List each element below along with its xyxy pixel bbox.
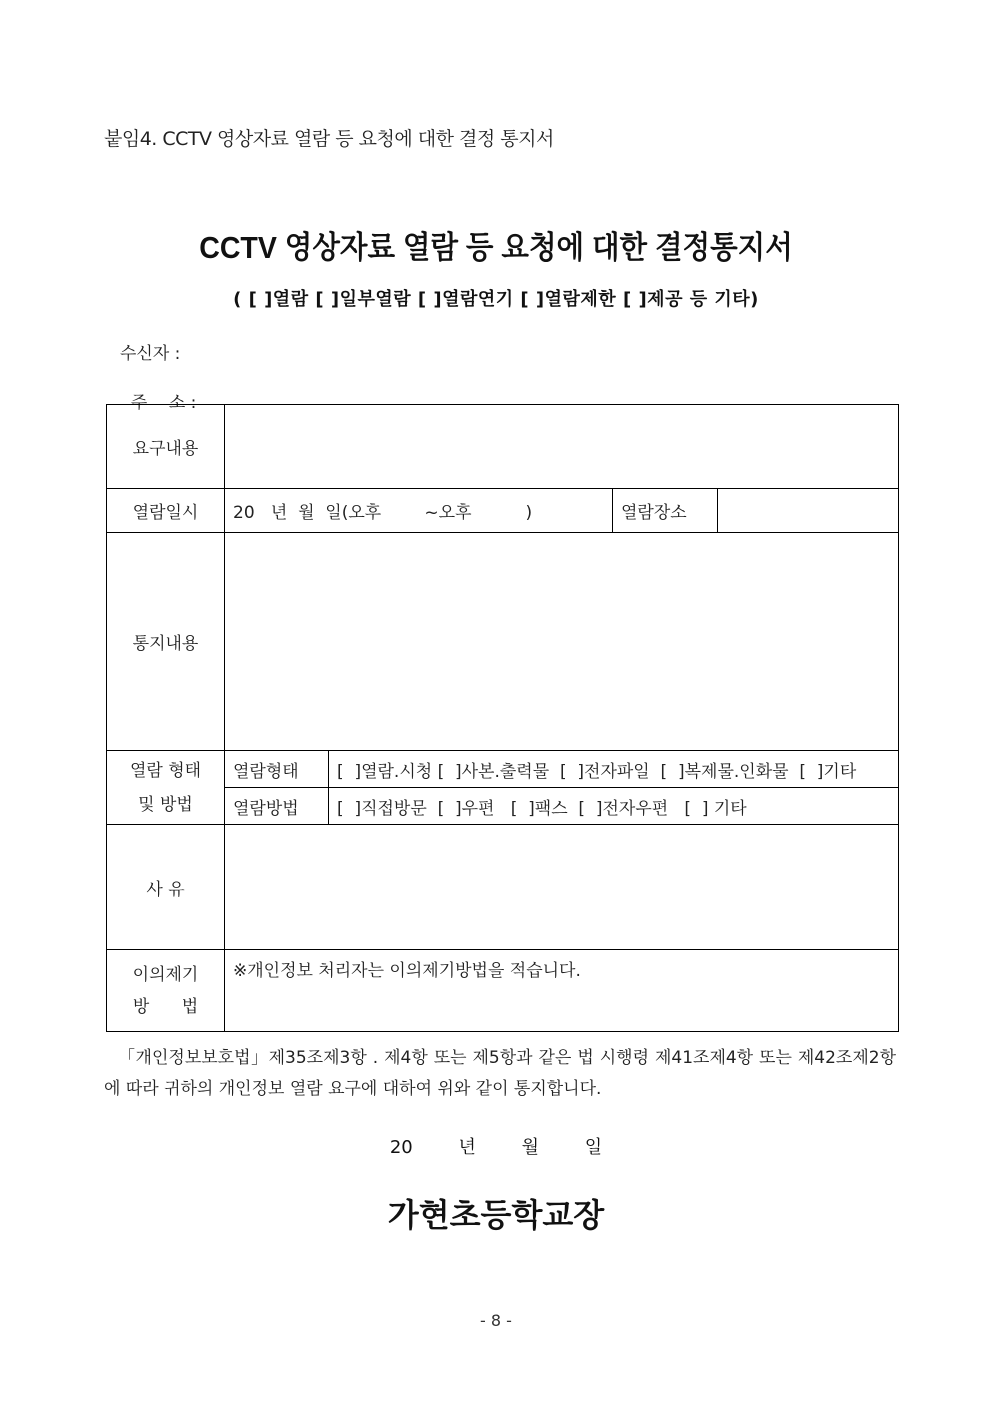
row-request [107,405,899,489]
objection-label [107,950,225,1032]
datetime-label: 열람일시 [107,489,225,533]
datetime-value[interactable]: 20 년 월 일(오후 ~오후 ) [225,489,613,533]
row-form [107,751,899,788]
row-reason [107,825,899,950]
method-options[interactable]: [ ]직접방문 [ ]우편 [ ]팩스 [ ]전자우편 [ ] 기타 [329,788,899,825]
row-notice-content [107,533,899,751]
request-value[interactable] [225,405,899,489]
address-label: 주 소 : [130,393,197,413]
document-title: CCTV 영상자료 열람 등 요청에 대한 결정통지서 [199,230,793,265]
row-datetime [107,489,899,533]
form-method-label-line2: 및 방법 [138,794,193,815]
objection-value[interactable]: ※개인정보 처리자는 이의제기방법을 적습니다. [225,950,899,1032]
notice-content-value[interactable] [225,533,899,751]
objection-label-line1: 이의제기 [132,964,199,985]
place-value[interactable] [718,489,899,533]
request-label: 요구내용 [107,405,225,489]
place-label: 열람장소 [613,489,718,533]
recipient-label: 수신자 : [120,344,181,364]
notice-content-label: 통지내용 [107,533,225,751]
page-number: - 8 - [480,1311,512,1330]
form-options[interactable]: [ ]열람.시청 [ ]사본.출력물 [ ]전자파일 [ ]복제물.인화물 [ ]기타 [329,751,899,788]
attachment-heading: 붙임4. CCTV 영상자료 열람 등 요청에 대한 결정 통지서 [104,128,554,150]
date-year-unit: 년 [458,1137,476,1158]
recipient-line [120,339,180,364]
reason-value[interactable] [225,825,899,950]
date-year[interactable]: 20 [389,1137,413,1158]
row-objection [107,950,899,1032]
legal-basis-paragraph: 「개인정보보호법」제35조제3항 . 제4항 또는 제5항과 같은 법 시행령 제41조제4항 또는 제42조제2항에 따라 귀하의 개인정보 열람 요구에 대하여 위와 같이 통지합니다. [104,1048,896,1099]
decision-type-checkboxes[interactable]: ( [ ]열람 [ ]일부열람 [ ]열람연기 [ ]열람제한 [ ]제공 등 기타) [233,289,759,310]
reason-label: 사 유 [107,825,225,950]
form-label: 열람형태 [225,751,329,788]
date-day-unit: 일 [584,1137,603,1158]
row-method [107,788,899,825]
objection-label-line2: 방 법 [132,996,199,1017]
signatory: 가현초등학교장 [387,1196,605,1234]
form-method-label [107,751,225,825]
notice-form-table [106,404,899,1032]
date-month-unit: 월 [521,1137,540,1158]
form-method-label-line1: 열람 형태 [129,760,202,781]
issue-date [0,1133,992,1159]
method-label: 열람방법 [225,788,329,825]
